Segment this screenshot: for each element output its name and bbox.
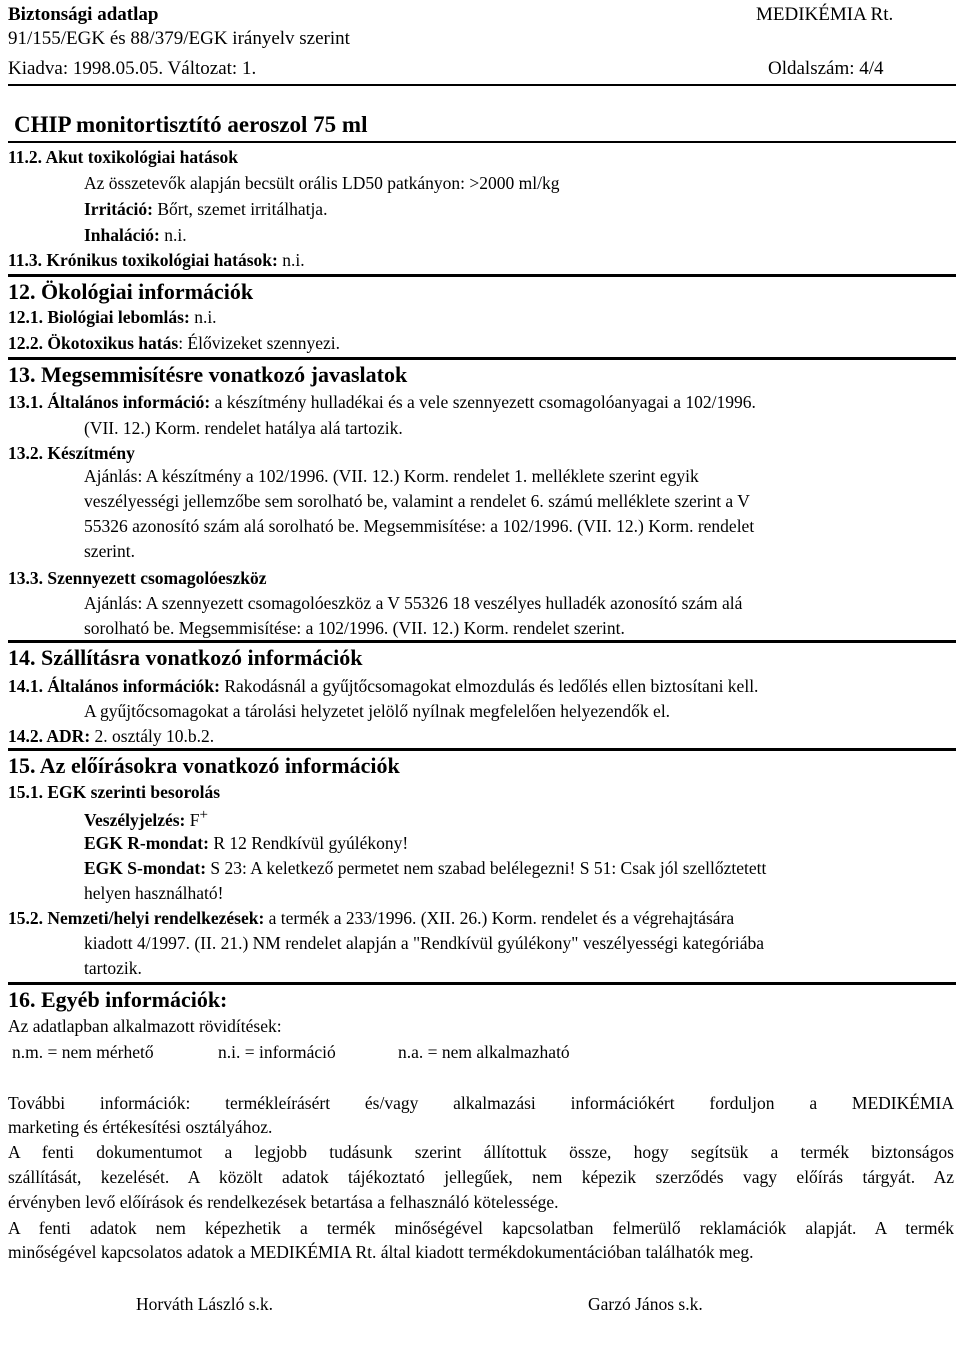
abbreviation-na: n.a. = nem alkalmazható: [398, 1042, 570, 1062]
section-13-heading: 13. Megsemmisítésre vonatkozó javaslatok: [8, 362, 408, 387]
r-phrase-value: R 12 Rendkívül gyúlékony!: [208, 833, 409, 853]
section-15-2-text: a termék a 233/1996. (XII. 26.) Korm. rendelet és a végrehajtására: [264, 908, 735, 928]
section-15-divider: [8, 748, 956, 751]
section-14-1-heading: 14.1. Általános információk:: [8, 676, 220, 696]
section-13-1-line: [8, 392, 756, 412]
section-13-3-line1: Ajánlás: A szennyezett csomagolóeszköz a V 55326 18 veszélyes hulladék azonosító szám alá: [84, 593, 743, 613]
section-14-1-text-cont: A gyűjtőcsomagokat a tárolási helyzetet jelölő nyílnak megfelelően helyezendők el.: [84, 701, 671, 721]
section-15-1-heading: 15.1. EGK szerinti besorolás: [8, 782, 221, 802]
signature-left: Horváth László s.k.: [136, 1294, 274, 1314]
section-15-heading: 15. Az előírásokra vonatkozó információk: [8, 753, 400, 778]
section-14-divider: [8, 640, 956, 643]
section-14-1-line: [8, 676, 758, 696]
title-divider: [8, 141, 956, 143]
abbreviations-intro: Az adatlapban alkalmazott rövidítések:: [8, 1016, 282, 1036]
doc-type-title: Biztonsági adatlap: [8, 4, 159, 25]
section-12-1-heading: 12.1. Biológiai lebomlás:: [8, 307, 190, 327]
section-15-2-line: [8, 908, 734, 928]
section-14-2-value: 2. osztály 10.b.2.: [90, 726, 215, 746]
header-divider: [8, 84, 956, 86]
section-15-2-text-cont2: tartozik.: [84, 958, 142, 978]
section-14-1-text: Rakodásnál a gyűjtőcsomagokat elmozdulás és ledőlés ellen biztosítani kell.: [219, 676, 759, 696]
r-phrase-label: EGK R-mondat:: [84, 833, 209, 853]
abbreviation-ni: n.i. = információ: [218, 1042, 336, 1062]
company-name: MEDIKÉMIA Rt.: [756, 4, 894, 25]
inhalation-line: [84, 225, 187, 245]
page-number: Oldalszám: 4/4: [768, 58, 884, 79]
s-phrase-line: [84, 858, 766, 878]
ld50-text: Az összetevők alapján becsült orális LD50 patkányon: >2000 ml/kg: [84, 173, 560, 193]
disclaimer-line3: érvényben levő előírások és rendelkezések betartása a felhasználó kötelessége.: [8, 1192, 559, 1212]
section-16-divider: [8, 982, 956, 985]
s-phrase-value: S 23: A keletkező permetet nem szabad belélegezni! S 51: Csak jól szellőztetett: [206, 858, 767, 878]
section-16-heading: 16. Egyéb információk:: [8, 987, 228, 1012]
section-11-3-heading: 11.3. Krónikus toxikológiai hatások:: [8, 250, 278, 270]
section-14-2-line: [8, 726, 214, 746]
s-phrase-cont: helyen használható!: [84, 883, 224, 903]
section-12-1-line: [8, 307, 217, 327]
section-13-2-line4: szerint.: [84, 541, 136, 561]
r-phrase-line: [84, 833, 408, 853]
section-14-2-heading: 14.2. ADR:: [8, 726, 91, 746]
disclaimer-line2: szállítását, kezelését. A közölt adatok tájékoztató jellegűek, nem képezik szerződés vagy előírás tárgyát. Az: [8, 1167, 954, 1187]
hazard-symbol-line: [84, 807, 208, 830]
section-13-3-heading: 13.3. Szennyezett csomagolóeszköz: [8, 568, 267, 588]
issue-info: Kiadva: 1998.05.05. Változat: 1.: [8, 58, 257, 79]
irritation-label: Irritáció:: [84, 199, 153, 219]
section-13-2-line3: 55326 azonosító szám alá sorolható be. Megsemmisítése: a 102/1996. (VII. 12.) Korm. rendelet: [84, 516, 755, 536]
section-14-heading: 14. Szállításra vonatkozó információk: [8, 645, 363, 670]
section-13-divider: [8, 357, 956, 360]
product-title: CHIP monitortisztító aeroszol 75 ml: [14, 112, 368, 137]
quality-note-line1: A fenti adatok nem képezhetik a termék minőségével kapcsolatban felmerülő reklamációk alapját. A termék: [8, 1218, 954, 1238]
section-13-1-text: a készítmény hulladékai és a vele szennyezett csomagolóanyagai a 102/1996.: [210, 392, 756, 412]
section-11-3-value: n.i.: [277, 250, 305, 270]
section-13-1-text-cont: (VII. 12.) Korm. rendelet hatálya alá tartozik.: [84, 418, 403, 438]
section-13-2-line2: veszélyességi jellemzőbe sem sorolható be, valamint a rendelet 6. számú melléklete szerint a V: [84, 491, 750, 511]
hazard-symbol-label: Veszélyjelzés:: [84, 809, 186, 830]
section-12-1-value: n.i.: [189, 307, 217, 327]
hazard-symbol-superscript: +: [199, 807, 208, 823]
quality-note-line2: minőségével kapcsolatos adatok a MEDIKÉMIA Rt. által kiadott termékdokumentációban találhatók meg.: [8, 1242, 754, 1262]
irritation-value: Bőrt, szemet irritálhatja.: [153, 199, 328, 219]
abbreviation-nm: n.m. = nem mérhető: [12, 1042, 154, 1062]
inhalation-label: Inhaláció:: [84, 225, 160, 245]
section-15-2-heading: 15.2. Nemzeti/helyi rendelkezések:: [8, 908, 265, 928]
section-12-2-line: [8, 333, 340, 353]
directive-reference: 91/155/EGK és 88/379/EGK irányelv szerint: [8, 28, 350, 49]
section-12-heading: 12. Ökológiai információk: [8, 279, 254, 304]
section-15-2-text-cont: kiadott 4/1997. (II. 21.) NM rendelet alapján a "Rendkívül gyúlékony" veszélyességi kategóriába: [84, 933, 765, 953]
section-12-2-value: : Élővizeket szennyezi.: [178, 333, 340, 353]
section-13-2-line1: Ajánlás: A készítmény a 102/1996. (VII. 12.) Korm. rendelet 1. melléklete szerint egyik: [84, 466, 699, 486]
section-13-2-heading: 13.2. Készítmény: [8, 443, 135, 463]
section-11-2-heading: 11.2. Akut toxikológiai hatások: [8, 147, 238, 167]
hazard-symbol-value: F: [185, 809, 200, 830]
section-11-3-line: [8, 250, 305, 270]
further-info-line2: marketing és értékesítési osztályához.: [8, 1117, 273, 1137]
signature-right: Garzó János s.k.: [588, 1294, 703, 1314]
section-12-2-heading: 12.2. Ökotoxikus hatás: [8, 333, 179, 353]
section-12-divider: [8, 274, 956, 277]
section-13-1-heading: 13.1. Általános információ:: [8, 392, 211, 412]
further-info-line1: További információk: termékleírásért és/vagy alkalmazási információkért forduljon a MEDIKÉMIA: [8, 1093, 954, 1113]
s-phrase-label: EGK S-mondat:: [84, 858, 207, 878]
section-13-3-line2: sorolható be. Megsemmisítése: a 102/1996. (VII. 12.) Korm. rendelet szerint.: [84, 618, 625, 638]
irritation-line: [84, 199, 327, 219]
disclaimer-line1: A fenti dokumentumot a legjobb tudásunk szerint állítottuk össze, hogy segítsük a termék biztonságos: [8, 1142, 954, 1162]
inhalation-value: n.i.: [159, 225, 187, 245]
